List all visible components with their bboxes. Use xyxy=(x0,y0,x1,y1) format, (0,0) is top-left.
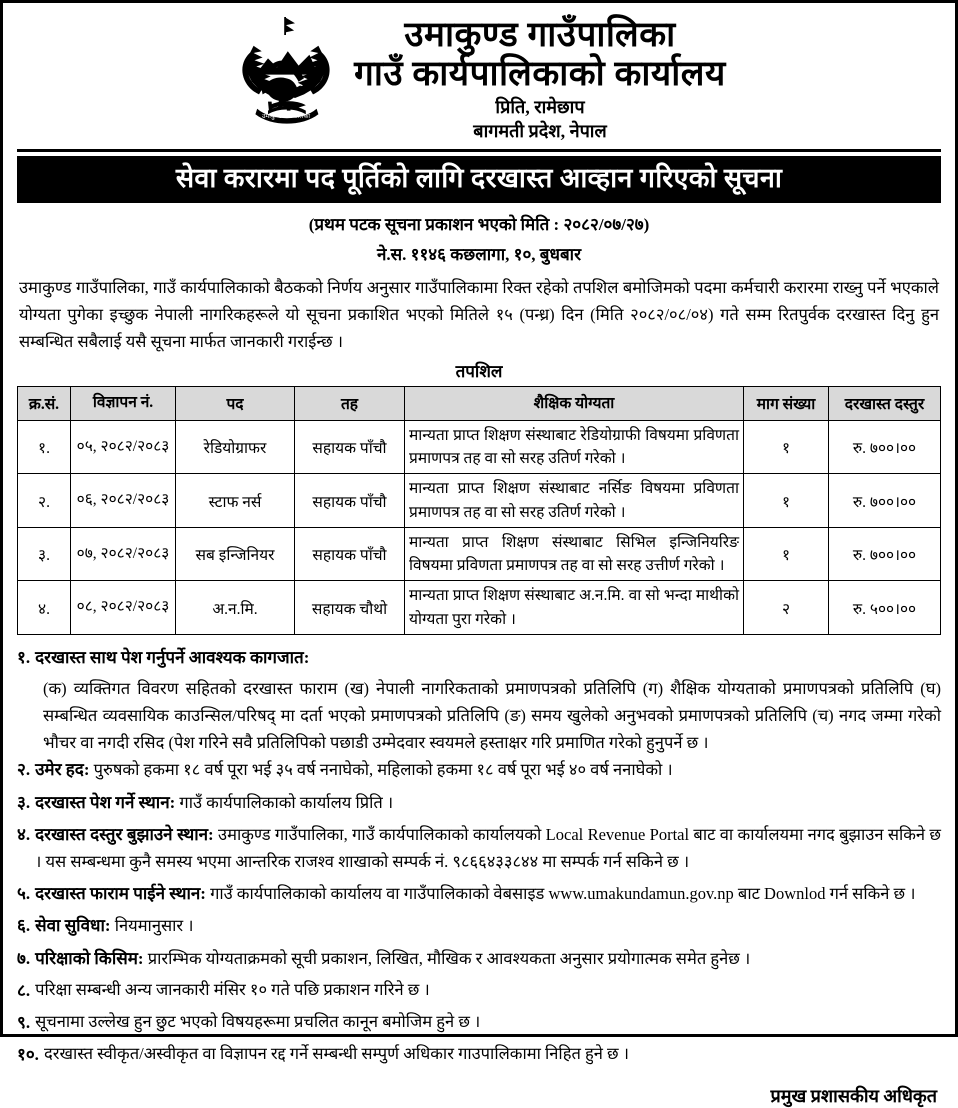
org-address-line: प्रिति, रामेछाप xyxy=(495,97,585,118)
nepal-sambat-line: ने.स. ११४६ कछलागा, १०, बुधबार xyxy=(376,245,582,265)
table-body xyxy=(18,420,941,634)
condition-text: परिक्षा सम्बन्धी अन्य जानकारी मंसिर १० गते पछि प्रकाशन गरिने छ । xyxy=(35,980,430,1000)
condition-number: १०. xyxy=(17,1045,39,1065)
condition-item-10 xyxy=(17,1041,941,1068)
cell-ad-no: ०६, २०८२/२०८३ xyxy=(71,474,176,528)
condition-item-8 xyxy=(17,977,941,1004)
cell-post: सब इन्जिनियर xyxy=(176,527,295,581)
condition-lead: दरखास्त साथ पेश गर्नुपर्ने आवश्यक कागजात: xyxy=(35,647,310,667)
cell-count: १ xyxy=(744,527,829,581)
cell-qualification: मान्यता प्राप्त शिक्षण संस्थाबाट सिभिल इन्जिनियरिङ विषयमा प्रविणता प्रमाणपत्र तह वा सो सरह उत्तीर्ण गरेको । xyxy=(405,527,744,581)
cell-qualification: मान्यता प्राप्त शिक्षण संस्थाबाट अ.न.मि. वा सो भन्दा माथीको योग्यता पुरा गरेको । xyxy=(405,581,744,635)
column-header-count: माग संख्या xyxy=(744,386,829,420)
condition-number: २. xyxy=(17,760,31,780)
cell-fee: रु. ७००।०० xyxy=(829,474,941,528)
details-heading: तपशिल xyxy=(455,361,503,381)
column-header-post: पद xyxy=(176,386,295,420)
cell-post: स्टाफ नर्स xyxy=(176,474,295,528)
condition-text: नियमानुसार । xyxy=(110,916,194,936)
condition-number: ५. xyxy=(17,883,31,903)
signature-line: प्रमुख प्रशासकीय अधिकृत xyxy=(770,1085,937,1106)
condition-item-3 xyxy=(17,789,941,816)
column-header-ad-no: विज्ञापन नं. xyxy=(71,386,176,420)
condition-lead: उमेर हद: xyxy=(35,760,90,780)
condition-item-1 xyxy=(17,644,941,757)
cell-fee: रु. ५००।०० xyxy=(829,581,941,635)
cell-qualification: मान्यता प्राप्त शिक्षण संस्थाबाट रेडियोग्राफी विषयमा प्रविणता प्रमाणपत्र तह वा सो सरह उतिर्ण गरेको । xyxy=(405,420,744,474)
letterhead xyxy=(17,9,941,142)
org-name-line-1: उमाकुण्ड गाउँपालिका xyxy=(404,15,676,54)
column-header-fee: दरखास्त दस्तुर xyxy=(829,386,941,420)
condition-lead: दरखास्त फाराम पाईने स्थान: xyxy=(35,883,206,903)
header-divider xyxy=(17,149,941,152)
condition-number: १. xyxy=(17,647,31,667)
cell-count: २ xyxy=(744,581,829,635)
cell-level: सहायक पाँचौ xyxy=(295,527,405,581)
condition-text: सूचनामा उल्लेख हुन छुट भएको विषयहरूमा प्रचलित कानून बमोजिम हुने छ । xyxy=(35,1012,481,1032)
notice-title-banner: सेवा करारमा पद पूर्तिको लागि दरखास्त आव्हान गरिएको सूचना xyxy=(17,156,941,203)
condition-sub-text: (क) व्यक्तिगत विवरण सहितको दरखास्त फाराम (ख) नेपाली नागरिकताको प्रमाणपत्रको प्रतिलिपि (ग) शैक्षिक योग्यताको प्रमाणपत्रको प्रतिलिपि (घ) सम्बन्धित व्यवसायिक काउन्सिल/परिषद् मा दर्ता भएको प्रमाणपत्रको प्रतिलिपि (ङ) समय खुलेको अनुभवको प्रमाणपत्रको प्रतिलिपि (च) नगद जम्मा गरेको भौचर वा नगदी रसिद (पेश गरिने सवै प्रतिलिपिको पछाडी उम्मेदवार स्वयमले हस्ताक्षर गरि प्रमाणित गरेको हुनुपर्ने छ । xyxy=(43,679,941,752)
publication-date-line: (प्रथम पटक सूचना प्रकाशन भएको मिति : २०८२/०७/२७) xyxy=(308,215,650,235)
table-row xyxy=(18,420,941,474)
org-province-line: बागमती प्रदेश, नेपाल xyxy=(473,120,607,141)
cell-ad-no: ०५, २०८२/२०८३ xyxy=(71,420,176,474)
condition-text: गाउँ कार्यपालिकाको कार्यालय वा गाउँपालिकाको वेबसाइड www.umakundamun.gov.np बाट Downlod गर्न सकिने छ । xyxy=(205,883,916,903)
cell-post: अ.न.मि. xyxy=(176,581,295,635)
condition-number: ९. xyxy=(17,1013,31,1033)
condition-text: दरखास्त स्वीकृत/अस्वीकृत वा विज्ञापन रद्द गर्ने सम्बन्धी सम्पुर्ण अधिकार गाउपालिकामा निहित हुने छ । xyxy=(43,1044,629,1064)
condition-item-9 xyxy=(17,1009,941,1036)
intro-paragraph: उमाकुण्ड गाउँपालिका, गाउँ कार्यपालिकाको बैठकको निर्णय अनुसार गाउँपालिकामा रिक्त रहेको तपशिल बमोजिमको पदमा कर्मचारी करारमा राख्नु पर्ने भएकाले योग्यता पुगेका इच्छुक नेपाली नागरिकहरूले यो सूचना प्रकाशित भएको मितिले १५ (पन्ध्र) दिन (मिति २०८२/०८/०४) गते सम्म रितपुर्वक दरखास्त दिनु हुन सम्बन्धित सबैलाई यसै सूचना मार्फत जानकारी गराईन्छ । xyxy=(19,278,939,351)
svg-text:उमाकुण्ड गाउँपालिका: उमाकुण्ड गाउँपालिका xyxy=(262,112,311,120)
vacancy-table xyxy=(17,386,941,635)
condition-item-2 xyxy=(17,756,941,783)
cell-level: सहायक पाँचौ xyxy=(295,474,405,528)
organization-block xyxy=(354,13,726,142)
column-header-qualification: शैक्षिक योग्यता xyxy=(405,386,744,420)
condition-text: प्रारम्भिक योग्यताक्रमको सूची प्रकाशन, लिखित, मौखिक र आवश्यकता अनुसार प्रयोगात्मक समेत हुनेछ । xyxy=(143,948,751,968)
cell-ad-no: ०८, २०८२/२०८३ xyxy=(71,581,176,635)
condition-text: उमाकुण्ड गाउँपालिका, गाउँ कार्यपालिकाको कार्यालयको Local Revenue Portal बाट वा कार्यालयमा नगद बुझाउन सकिने छ । यस सम्बन्धमा कुनै समस्य भएमा आन्तरिक राजश्व शाखाको सम्पर्क नं. ९८६६४३३८४४ मा सम्पर्क गर्न सकिने छ । xyxy=(35,825,941,871)
table-header xyxy=(18,386,941,420)
cell-sn: २. xyxy=(18,474,71,528)
condition-item-6 xyxy=(17,912,941,939)
table-row xyxy=(18,581,941,635)
condition-lead: दरखास्त पेश गर्ने स्थान: xyxy=(35,792,176,812)
condition-lead: सेवा सुविधा: xyxy=(35,916,111,936)
condition-lead: परिक्षाको किसिम: xyxy=(35,948,144,968)
condition-item-7 xyxy=(17,945,941,972)
condition-text: पुरुषको हकमा १८ वर्ष पूरा भई ३५ वर्ष ननाघेको, महिलाको हकमा १८ वर्ष पूरा भई ४० वर्ष ननाघेको । xyxy=(89,760,673,780)
conditions-list xyxy=(17,644,941,1074)
table-row xyxy=(18,527,941,581)
table-header-row xyxy=(18,386,941,420)
condition-number: ३. xyxy=(17,792,31,812)
column-header-level: तह xyxy=(295,386,405,420)
page-inner xyxy=(3,3,955,1106)
cell-qualification: मान्यता प्राप्त शिक्षण संस्थाबाट नर्सिङ विषयमा प्रविणता प्रमाणपत्र तह वा सो सरह उतिर्ण गरेको । xyxy=(405,474,744,528)
cell-fee: रु. ७००।०० xyxy=(829,420,941,474)
cell-count: १ xyxy=(744,420,829,474)
cell-sn: ४. xyxy=(18,581,71,635)
condition-number: ६. xyxy=(17,916,31,936)
condition-number: ७. xyxy=(17,948,31,968)
nepal-government-emblem-icon xyxy=(232,15,340,127)
cell-level: सहायक चौथो xyxy=(295,581,405,635)
condition-number: ४. xyxy=(17,825,31,845)
condition-text: गाउँ कार्यपालिकाको कार्यालय प्रिति । xyxy=(175,792,394,812)
cell-sn: १. xyxy=(18,420,71,474)
column-header-sn: क्र.सं. xyxy=(18,386,71,420)
condition-number: ८. xyxy=(17,981,31,1001)
cell-ad-no: ०७, २०८२/२०८३ xyxy=(71,527,176,581)
condition-item-4 xyxy=(17,821,941,875)
org-name-line-2: गाउँ कार्यपालिकाको कार्यालय xyxy=(354,54,726,94)
cell-level: सहायक पाँचौ xyxy=(295,420,405,474)
cell-sn: ३. xyxy=(18,527,71,581)
condition-item-5 xyxy=(17,880,941,907)
cell-post: रेडियोग्राफर xyxy=(176,420,295,474)
table-row xyxy=(18,474,941,528)
cell-fee: रु. ७००।०० xyxy=(829,527,941,581)
condition-lead: दरखास्त दस्तुर बुझाउने स्थान: xyxy=(35,825,214,845)
cell-count: १ xyxy=(744,474,829,528)
